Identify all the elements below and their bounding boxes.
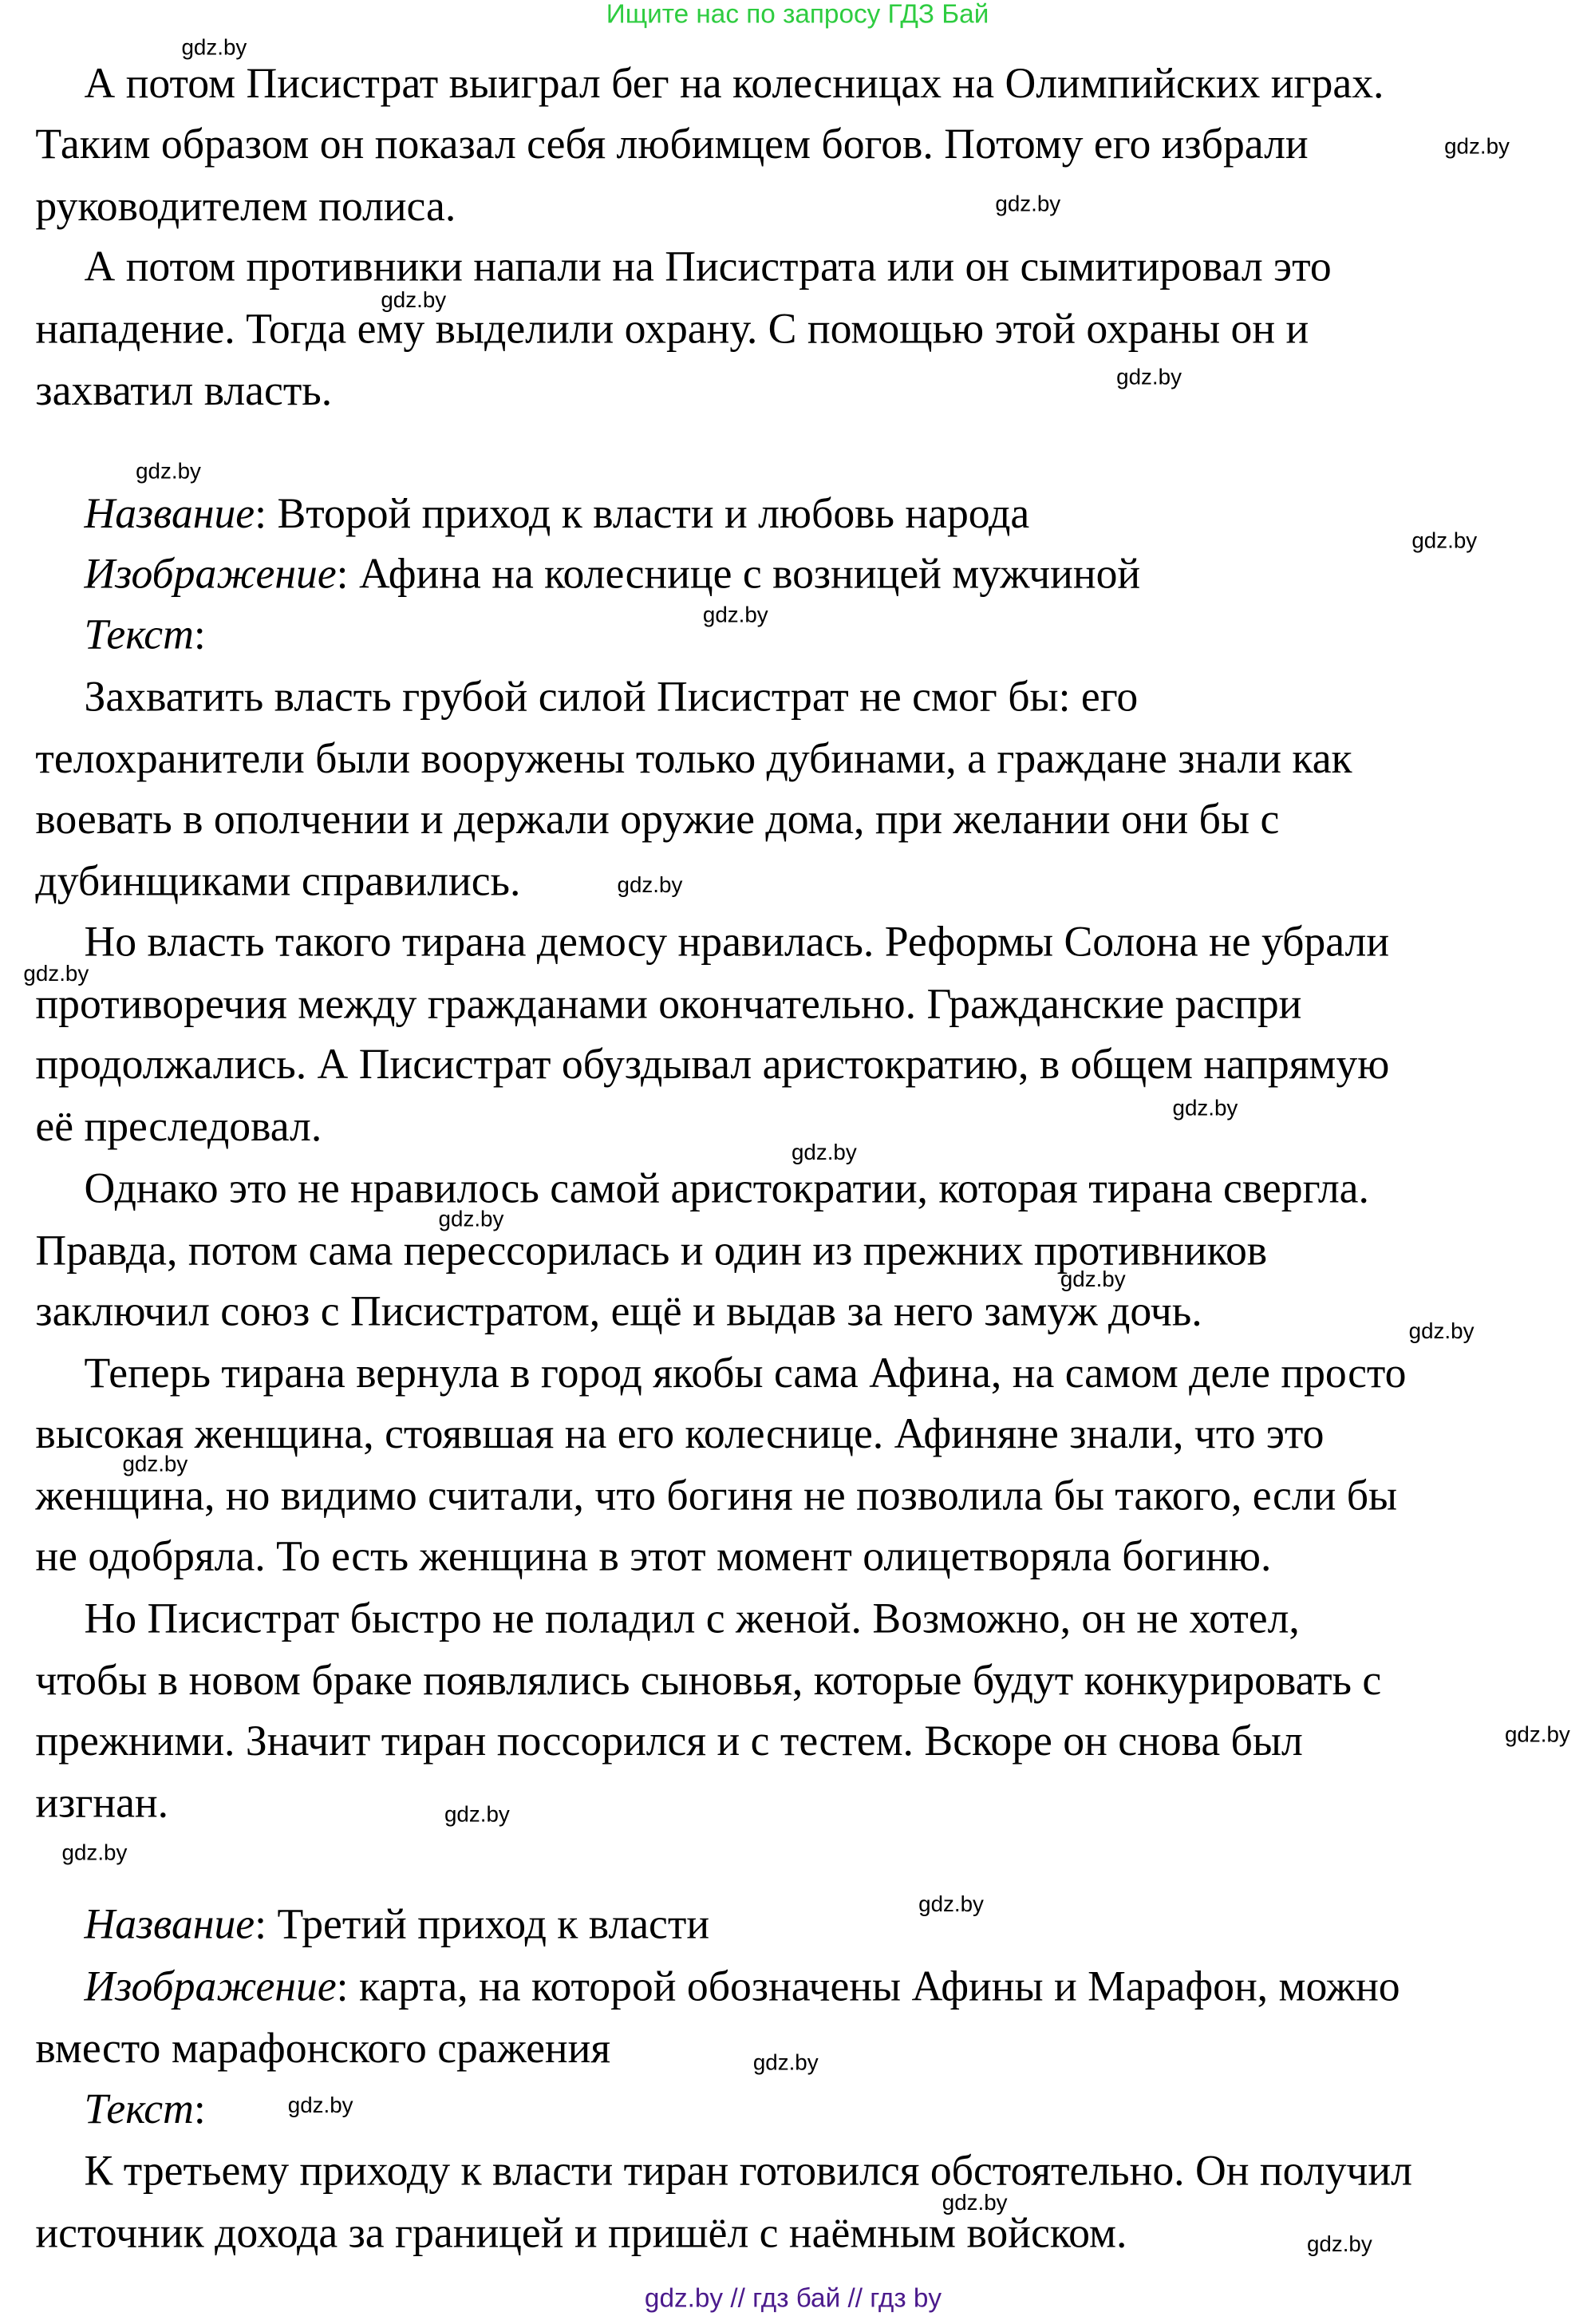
watermark: gdz.by — [23, 962, 89, 987]
watermark: gdz.by — [438, 1207, 504, 1232]
watermark: gdz.by — [995, 192, 1061, 218]
text-line: женщина, но видимо считали, что богиня не позволила бы такого, если бы — [35, 1472, 1398, 1520]
text-line: её преследовал. — [35, 1103, 322, 1151]
watermark: gdz.by — [381, 287, 447, 314]
text-line: чтобы в новом браке появлялись сыновья, которые будут конкурировать с — [35, 1657, 1382, 1705]
title-label: Название — [84, 1901, 255, 1949]
search-banner[interactable]: Ищите нас по запросу ГДЗ Бай — [606, 0, 989, 30]
section-image-line — [85, 1962, 1400, 2012]
watermark: gdz.by — [61, 1840, 128, 1866]
text-line: продолжались. А Писистрат обуздывал аристократию, в общем напрямую — [35, 1041, 1390, 1089]
watermark: gdz.by — [444, 1802, 510, 1828]
text-line: Но власть такого тирана демосу нравилась. Реформы Солона не убрали — [84, 919, 1390, 966]
watermark: gdz.by — [1306, 2231, 1372, 2258]
text-line: заключил союз с Писистратом, ещё и выдав за него замуж дочь. — [35, 1288, 1202, 1336]
text-line: А потом Писистрат выиграл бег на колесницах на Олимпийских играх. — [84, 60, 1384, 109]
watermark: gdz.by — [752, 2050, 819, 2076]
watermark: gdz.by — [617, 872, 683, 899]
text-line: руководителем полиса. — [35, 183, 456, 231]
text-line: Правда, потом сама перессорилась и один из прежних противников — [35, 1227, 1268, 1275]
section-image-line — [85, 550, 1141, 600]
text-line: Теперь тирана вернула в город якобы сама Афина, на самом деле просто — [84, 1350, 1407, 1398]
footer-links[interactable]: gdz.by // гдз бай // гдз by — [644, 2282, 942, 2313]
watermark: gdz.by — [1444, 134, 1510, 160]
watermark: gdz.by — [287, 2093, 353, 2119]
watermark: gdz.by — [181, 35, 247, 61]
text-line: Таким образом он показал себя любимцем богов. Потому его избрали — [35, 121, 1309, 169]
text-line: изгнан. — [35, 1780, 169, 1828]
colon: : — [193, 2085, 206, 2133]
image-value: : Афина на колеснице с возницей мужчиной — [336, 551, 1141, 599]
text-line: противоречия между гражданами окончательно. Гражданские распри — [35, 981, 1302, 1029]
image-label: Изображение — [84, 551, 337, 599]
text-line: Однако это не нравилось самой аристократии, которая тирана свергла. — [84, 1165, 1369, 1213]
watermark: gdz.by — [942, 2191, 1008, 2216]
watermark: gdz.by — [1060, 1267, 1126, 1293]
section-text-line — [85, 2085, 206, 2135]
text-line: прежними. Значит тиран поссорился и с тестем. Вскоре он снова был — [35, 1717, 1303, 1765]
text-line: не одобряла. То есть женщина в этот момент олицетворяла богиню. — [35, 1533, 1272, 1581]
image-value: : карта, на которой обозначены Афины и Марафон, можно — [336, 1962, 1400, 2011]
watermark: gdz.by — [1411, 528, 1478, 555]
text-line: высокая женщина, стоявшая на его колеснице. Афиняне знали, что это — [35, 1410, 1325, 1458]
watermark: gdz.by — [1504, 1722, 1570, 1748]
image-label: Изображение — [84, 1962, 337, 2011]
text-label: Текст — [84, 2085, 194, 2133]
text-line: Захватить власть грубой силой Писистрат не смог бы: его — [84, 674, 1139, 721]
text-line: дубинщиками справились. — [35, 858, 521, 906]
text-line: А потом противники напали на Писистрата или он сымитировал это — [84, 243, 1332, 291]
text-label: Текст — [84, 611, 194, 659]
section-title-line — [85, 489, 1030, 540]
watermark: gdz.by — [791, 1140, 857, 1166]
text-line: телохранители были вооружены только дубинами, а граждане знали как — [35, 735, 1352, 784]
text-line: К третьему приходу к власти тиран готовился обстоятельно. Он получил — [84, 2148, 1412, 2196]
title-value: : Второй приход к власти и любовь народа — [255, 490, 1030, 538]
watermark: gdz.by — [122, 1452, 188, 1477]
text-line: Но Писистрат быстро не поладил с женой. Возможно, он не хотел, — [84, 1595, 1300, 1643]
watermark: gdz.by — [702, 603, 768, 628]
text-line: источник дохода за границей и пришёл с наёмным войском. — [35, 2210, 1127, 2258]
colon: : — [193, 611, 206, 659]
watermark: gdz.by — [1172, 1096, 1238, 1121]
text-line: воевать в ополчении и держали оружие дома, при желании они бы с — [35, 796, 1280, 844]
watermark: gdz.by — [136, 459, 201, 485]
title-value: : Третий приход к власти — [255, 1901, 710, 1949]
text-line: захватил власть. — [35, 367, 333, 416]
watermark: gdz.by — [918, 1892, 984, 1918]
text-line: вместо марафонского сражения — [35, 2025, 611, 2073]
watermark: gdz.by — [1116, 365, 1182, 390]
section-text-line — [85, 610, 206, 660]
watermark: gdz.by — [1408, 1318, 1475, 1345]
title-label: Название — [84, 490, 255, 538]
text-line: нападение. Тогда ему выделили охрану. С помощью этой охраны он и — [35, 306, 1309, 354]
section-title-line — [85, 1899, 710, 1950]
